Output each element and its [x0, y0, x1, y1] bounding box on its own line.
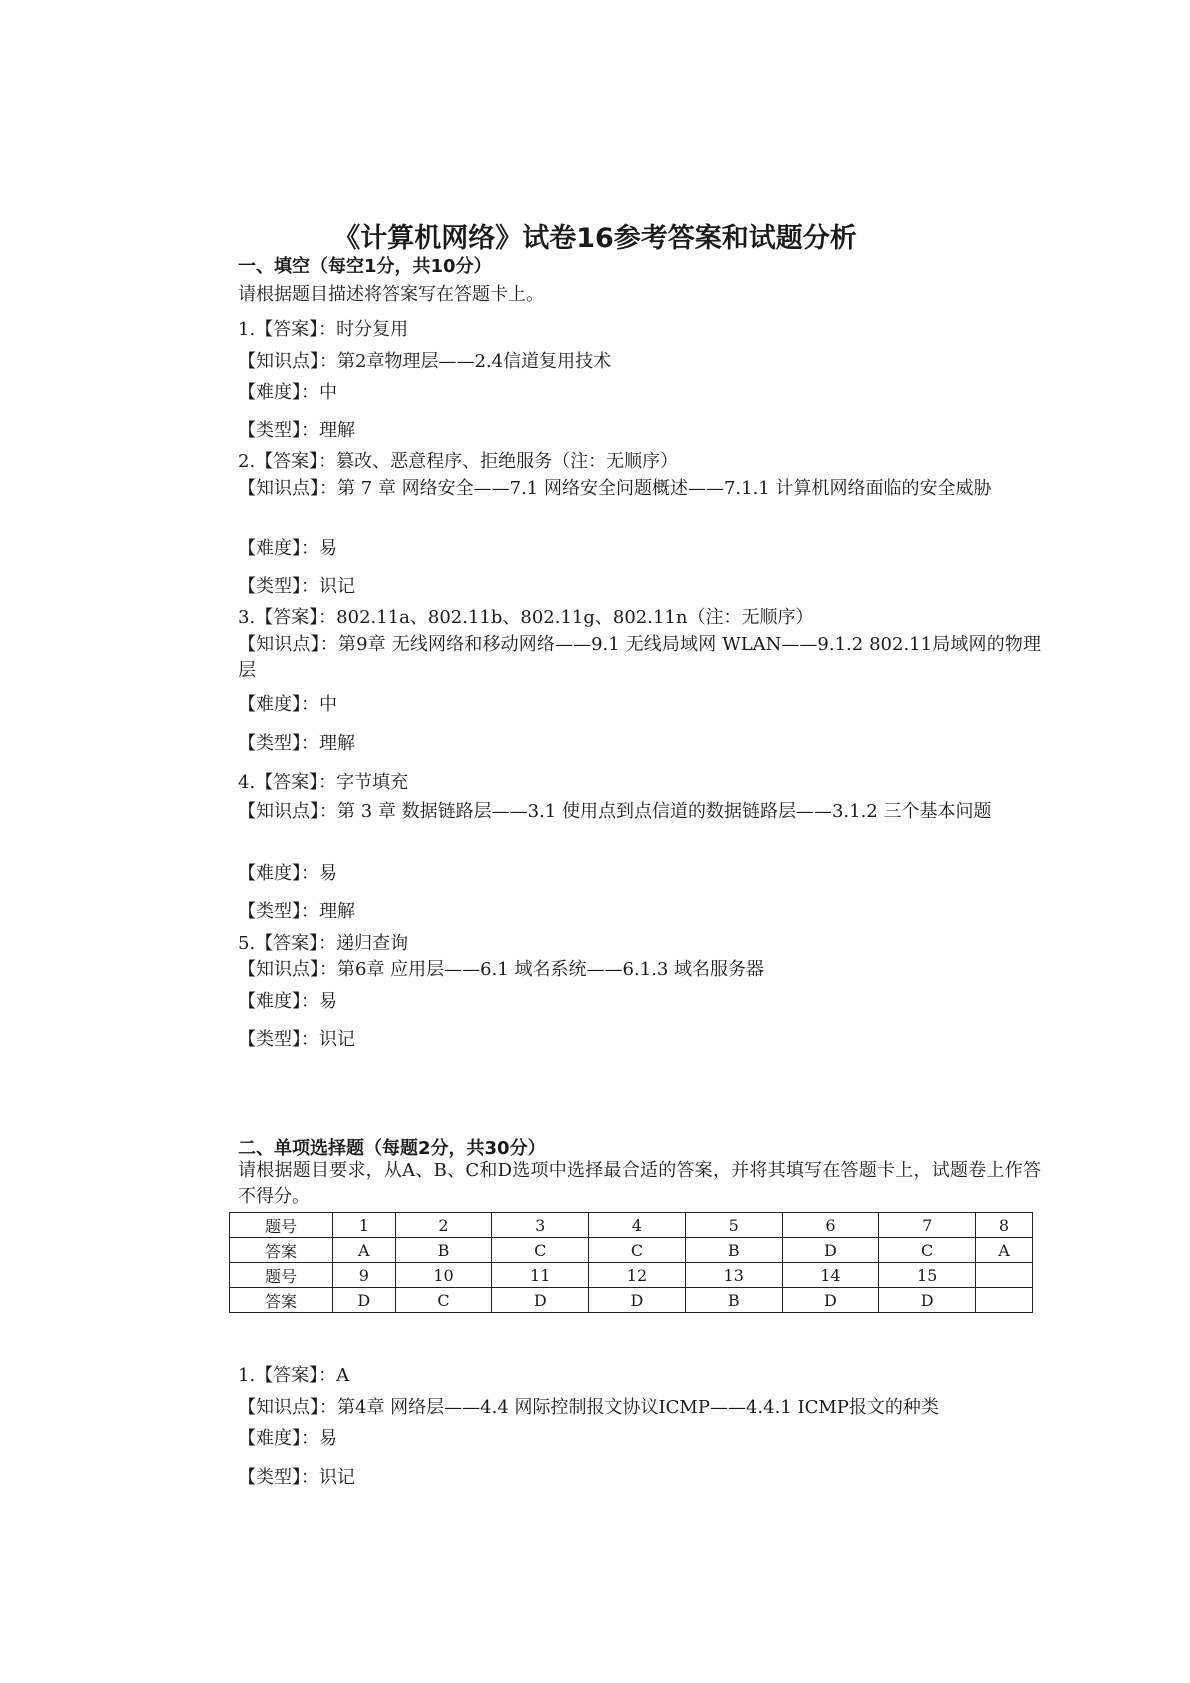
table-cell: 13 [685, 1263, 782, 1288]
q2-knowledge: 【知识点】：第 7 章 网络安全——7.1 网络安全问题概述——7.1.1 计算机网络面临的安全威胁 [238, 478, 992, 499]
page-title: 《计算机网络》试卷16参考答案和试题分析 [333, 223, 857, 254]
q3-difficulty: 【难度】：中 [238, 694, 337, 715]
q3-knowledge: 【知识点】：第9章 无线网络和移动网络——9.1 无线局域网 WLAN——9.1.2 802.11局域网的物理层 [238, 634, 1041, 681]
table-cell: C [395, 1288, 492, 1313]
table-cell: B [685, 1238, 782, 1263]
table-cell: D [333, 1288, 396, 1313]
table-cell: 6 [782, 1213, 879, 1238]
section-1-heading: 一、填空（每空1分，共10分） [238, 256, 492, 277]
table-cell: 9 [333, 1263, 396, 1288]
q5-answer: 5.【答案】：递归查询 [238, 933, 409, 954]
table-cell: A [976, 1238, 1033, 1263]
table-cell: D [492, 1288, 589, 1313]
table-cell: 3 [492, 1213, 589, 1238]
table-cell: 15 [879, 1263, 976, 1288]
table-cell: 14 [782, 1263, 879, 1288]
q1-difficulty: 【难度】：中 [238, 382, 337, 403]
section-2-heading: 二、单项选择题（每题2分，共30分） [238, 1138, 546, 1159]
q3-answer: 3.【答案】：802.11a、802.11b、802.11g、802.11n（注：无顺序） [238, 607, 814, 628]
table-cell: 5 [685, 1213, 782, 1238]
table-cell: C [492, 1238, 589, 1263]
table-cell: 2 [395, 1213, 492, 1238]
q5-knowledge: 【知识点】：第6章 应用层——6.1 域名系统——6.1.3 域名服务器 [238, 959, 765, 980]
answer-table [229, 1212, 1033, 1313]
q4-knowledge: 【知识点】：第 3 章 数据链路层——3.1 使用点到点信道的数据链路层——3.1.2 三个基本问题 [238, 801, 992, 822]
q2-answer: 2.【答案】：篡改、恶意程序、拒绝服务（注：无顺序） [238, 451, 679, 472]
table-row [230, 1238, 1033, 1263]
table-cell: 题号 [230, 1213, 333, 1238]
section-2-instruction: 请根据题目要求，从A、B、C和D选项中选择最合适的答案，并将其填写在答题卡上，试题卷上作答不得分。 [238, 1160, 1041, 1207]
table-cell: 8 [976, 1213, 1033, 1238]
q2-type: 【类型】：识记 [238, 576, 355, 597]
q1-answer: 1.【答案】：时分复用 [238, 319, 409, 340]
mc1-knowledge: 【知识点】：第4章 网络层——4.4 网际控制报文协议ICMP——4.4.1 ICMP报文的种类 [238, 1397, 939, 1418]
table-row [230, 1288, 1033, 1313]
q5-type: 【类型】：识记 [238, 1029, 355, 1050]
q4-type: 【类型】：理解 [238, 901, 355, 922]
q4-difficulty: 【难度】：易 [238, 863, 337, 884]
table-cell: 12 [589, 1263, 686, 1288]
table-cell: 7 [879, 1213, 976, 1238]
table-cell: 答案 [230, 1288, 333, 1313]
table-cell: D [589, 1288, 686, 1313]
table-cell: D [879, 1288, 976, 1313]
table-row [230, 1263, 1033, 1288]
mc1-difficulty: 【难度】：易 [238, 1428, 337, 1449]
table-cell: 4 [589, 1213, 686, 1238]
table-cell: 答案 [230, 1238, 333, 1263]
mc1-type: 【类型】：识记 [238, 1467, 355, 1488]
table-cell: D [782, 1288, 879, 1313]
table-cell: 10 [395, 1263, 492, 1288]
q1-knowledge: 【知识点】：第2章物理层——2.4信道复用技术 [238, 351, 612, 372]
q2-difficulty: 【难度】：易 [238, 538, 337, 559]
table-cell: 11 [492, 1263, 589, 1288]
table-cell [976, 1288, 1033, 1313]
mc1-answer: 1.【答案】：A [238, 1365, 350, 1386]
table-cell: C [589, 1238, 686, 1263]
table-cell: B [685, 1288, 782, 1313]
table-cell: A [333, 1238, 396, 1263]
table-cell: C [879, 1238, 976, 1263]
table-cell: B [395, 1238, 492, 1263]
table-cell [976, 1263, 1033, 1288]
section-1-instruction: 请根据题目描述将答案写在答题卡上。 [238, 284, 544, 305]
table-cell: 1 [333, 1213, 396, 1238]
q3-type: 【类型】：理解 [238, 733, 355, 754]
q5-difficulty: 【难度】：易 [238, 991, 337, 1012]
table-cell: 题号 [230, 1263, 333, 1288]
table-row [230, 1213, 1033, 1238]
table-cell: D [782, 1238, 879, 1263]
q4-answer: 4.【答案】：字节填充 [238, 772, 409, 793]
q1-type: 【类型】：理解 [238, 420, 355, 441]
